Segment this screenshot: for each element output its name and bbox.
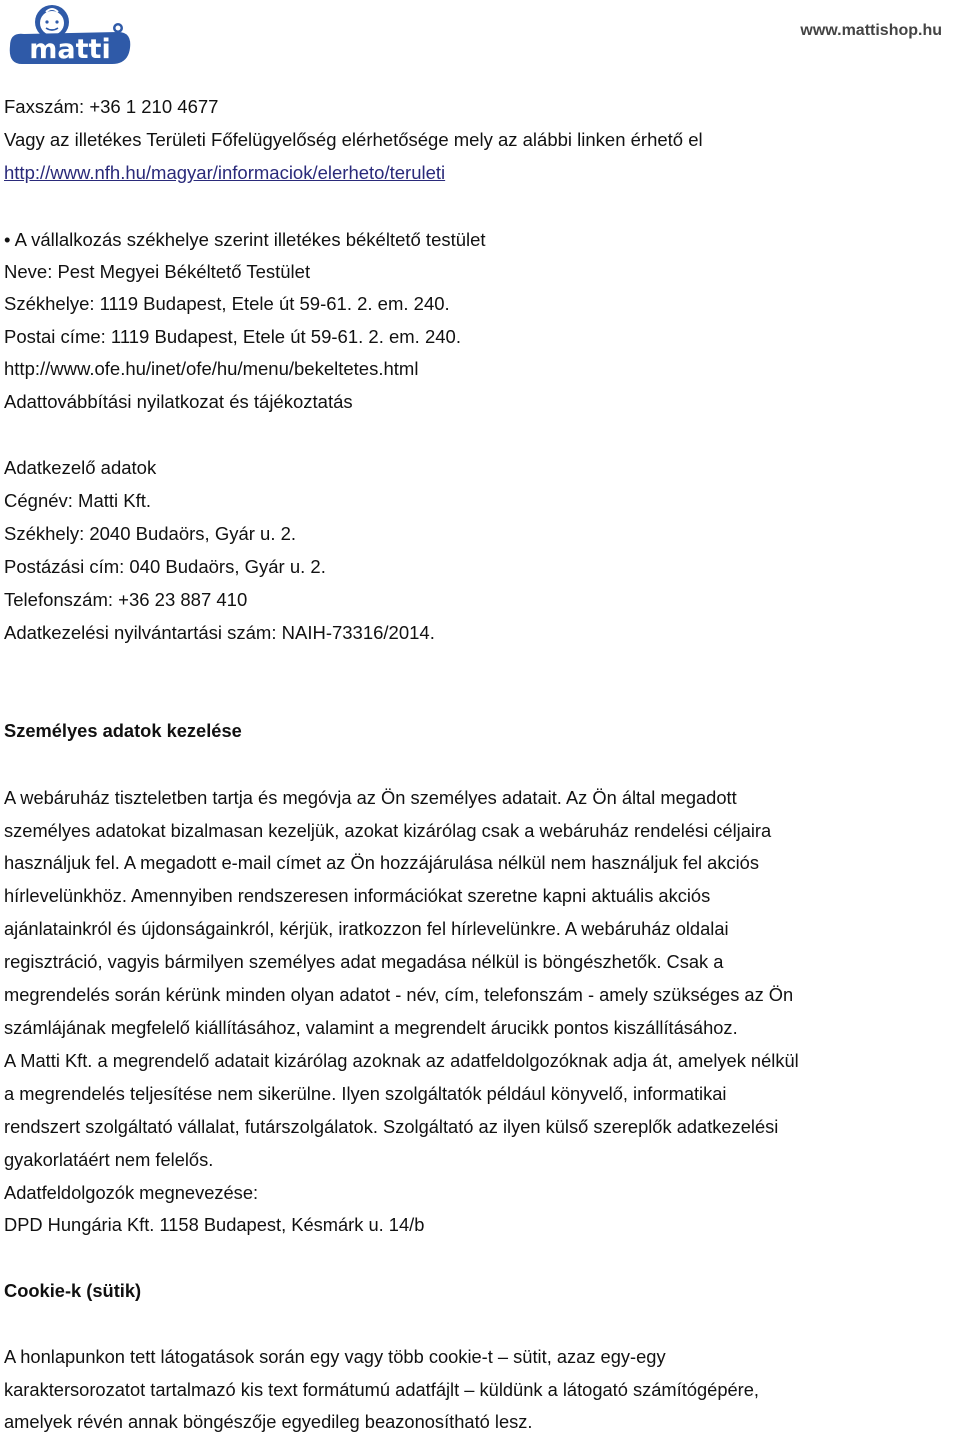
- paragraph-line: A Matti Kft. a megrendelő adatait kizárólag azoknak az adatfeldolgozóknak adja át, amelyek nélkül: [4, 1050, 799, 1071]
- authority-text: Vagy az illetékes Területi Főfelügyelőség elérhetősége mely az alábbi linken érhető el: [4, 129, 703, 150]
- site-url[interactable]: www.mattishop.hu: [800, 22, 942, 39]
- paragraph-line: használjuk fel. A megadott e-mail címet az Ön hozzájárulása nélkül nem használjuk fel akciós: [4, 852, 759, 873]
- board-name: Neve: Pest Megyei Békéltető Testület: [4, 261, 311, 282]
- paragraph-line: A webáruház tiszteletben tartja és megóvja az Ön személyes adatait. Az Ön által megadott: [4, 787, 737, 808]
- logo-wordmark: matti: [29, 34, 111, 65]
- board-heading-text: A vállalkozás székhelye szerint illetékes békéltető testület: [14, 229, 486, 250]
- paragraph-line: A honlapunkon tett látogatások során egy vagy több cookie-t – sütit, azaz egy-egy: [4, 1346, 666, 1367]
- paragraph-line: regisztráció, vagyis bármilyen személyes adat megadása nélkül is böngészhetők. Csak a: [4, 951, 724, 972]
- data-transfer-title: Adattovábbítási nyilatkozat és tájékoztatás: [4, 391, 353, 412]
- controller-seat: Székhely: 2040 Budaörs, Gyár u. 2.: [4, 523, 297, 544]
- bullet: •: [4, 229, 11, 250]
- paragraph-line: gyakorlatáért nem felelős.: [4, 1149, 214, 1170]
- controller-phone: Telefonszám: +36 23 887 410: [4, 589, 248, 610]
- matti-logo: [6, 2, 134, 68]
- paragraph-line: rendszert szolgáltató vállalat, futárszolgálatok. Szolgáltató az ilyen külső szereplők adatkezelési: [4, 1116, 779, 1137]
- authority-link[interactable]: http://www.nfh.hu/magyar/informaciok/elerheto/teruleti: [4, 162, 446, 183]
- processors-title: Adatfeldolgozók megnevezése:: [4, 1182, 259, 1203]
- paragraph-line: ajánlatainkról és újdonságainkról, kérjük, iratkozzon fel hírlevelünkre. A webáruház oldalai: [4, 918, 729, 939]
- paragraph-line: személyes adatokat bizalmasan kezeljük, azokat kizárólag csak a webáruház rendelési céljaira: [4, 820, 772, 841]
- controller-title: Adatkezelő adatok: [4, 457, 157, 478]
- paragraph-line: karaktersorozatot tartalmazó kis text formátumú adatfájlt – küldünk a látogató számítógépére,: [4, 1379, 759, 1400]
- controller-company: Cégnév: Matti Kft.: [4, 490, 152, 511]
- board-link[interactable]: http://www.ofe.hu/inet/ofe/hu/menu/bekeltetes.html: [4, 358, 419, 379]
- personal-data-heading: Személyes adatok kezelése: [4, 720, 242, 741]
- board-heading: [4, 229, 486, 251]
- paragraph-line: megrendelés során kérünk minden olyan adatot - név, cím, telefonszám - amely szükséges az Ön: [4, 984, 794, 1005]
- paragraph-line: számlájának megfelelő kiállításához, valamint a megrendelt árucikk pontos kiszállításához.: [4, 1017, 738, 1038]
- fax-number: Faxszám: +36 1 210 4677: [4, 96, 219, 117]
- paragraph-line: a megrendelés teljesítése nem sikerülne. Ilyen szolgáltatók például könyvelő, informatikai: [4, 1083, 727, 1104]
- paragraph-line: hírlevelünkhöz. Amennyiben rendszeresen információkat szeretne kapni aktuális akciós: [4, 885, 711, 906]
- processor-dpd: DPD Hungária Kft. 1158 Budapest, Késmárk u. 14/b: [4, 1214, 425, 1235]
- cookies-heading: Cookie-k (sütik): [4, 1280, 142, 1301]
- controller-postal: Postázási cím: 040 Budaörs, Gyár u. 2.: [4, 556, 326, 577]
- controller-registry: Adatkezelési nyilvántartási szám: NAIH-73316/2014.: [4, 622, 435, 643]
- board-postal: Postai címe: 1119 Budapest, Etele út 59-61. 2. em. 240.: [4, 326, 461, 347]
- paragraph-line: amelyek révén annak böngészője egyedileg beazonosítható lesz.: [4, 1411, 533, 1432]
- board-seat: Székhelye: 1119 Budapest, Etele út 59-61. 2. em. 240.: [4, 293, 450, 314]
